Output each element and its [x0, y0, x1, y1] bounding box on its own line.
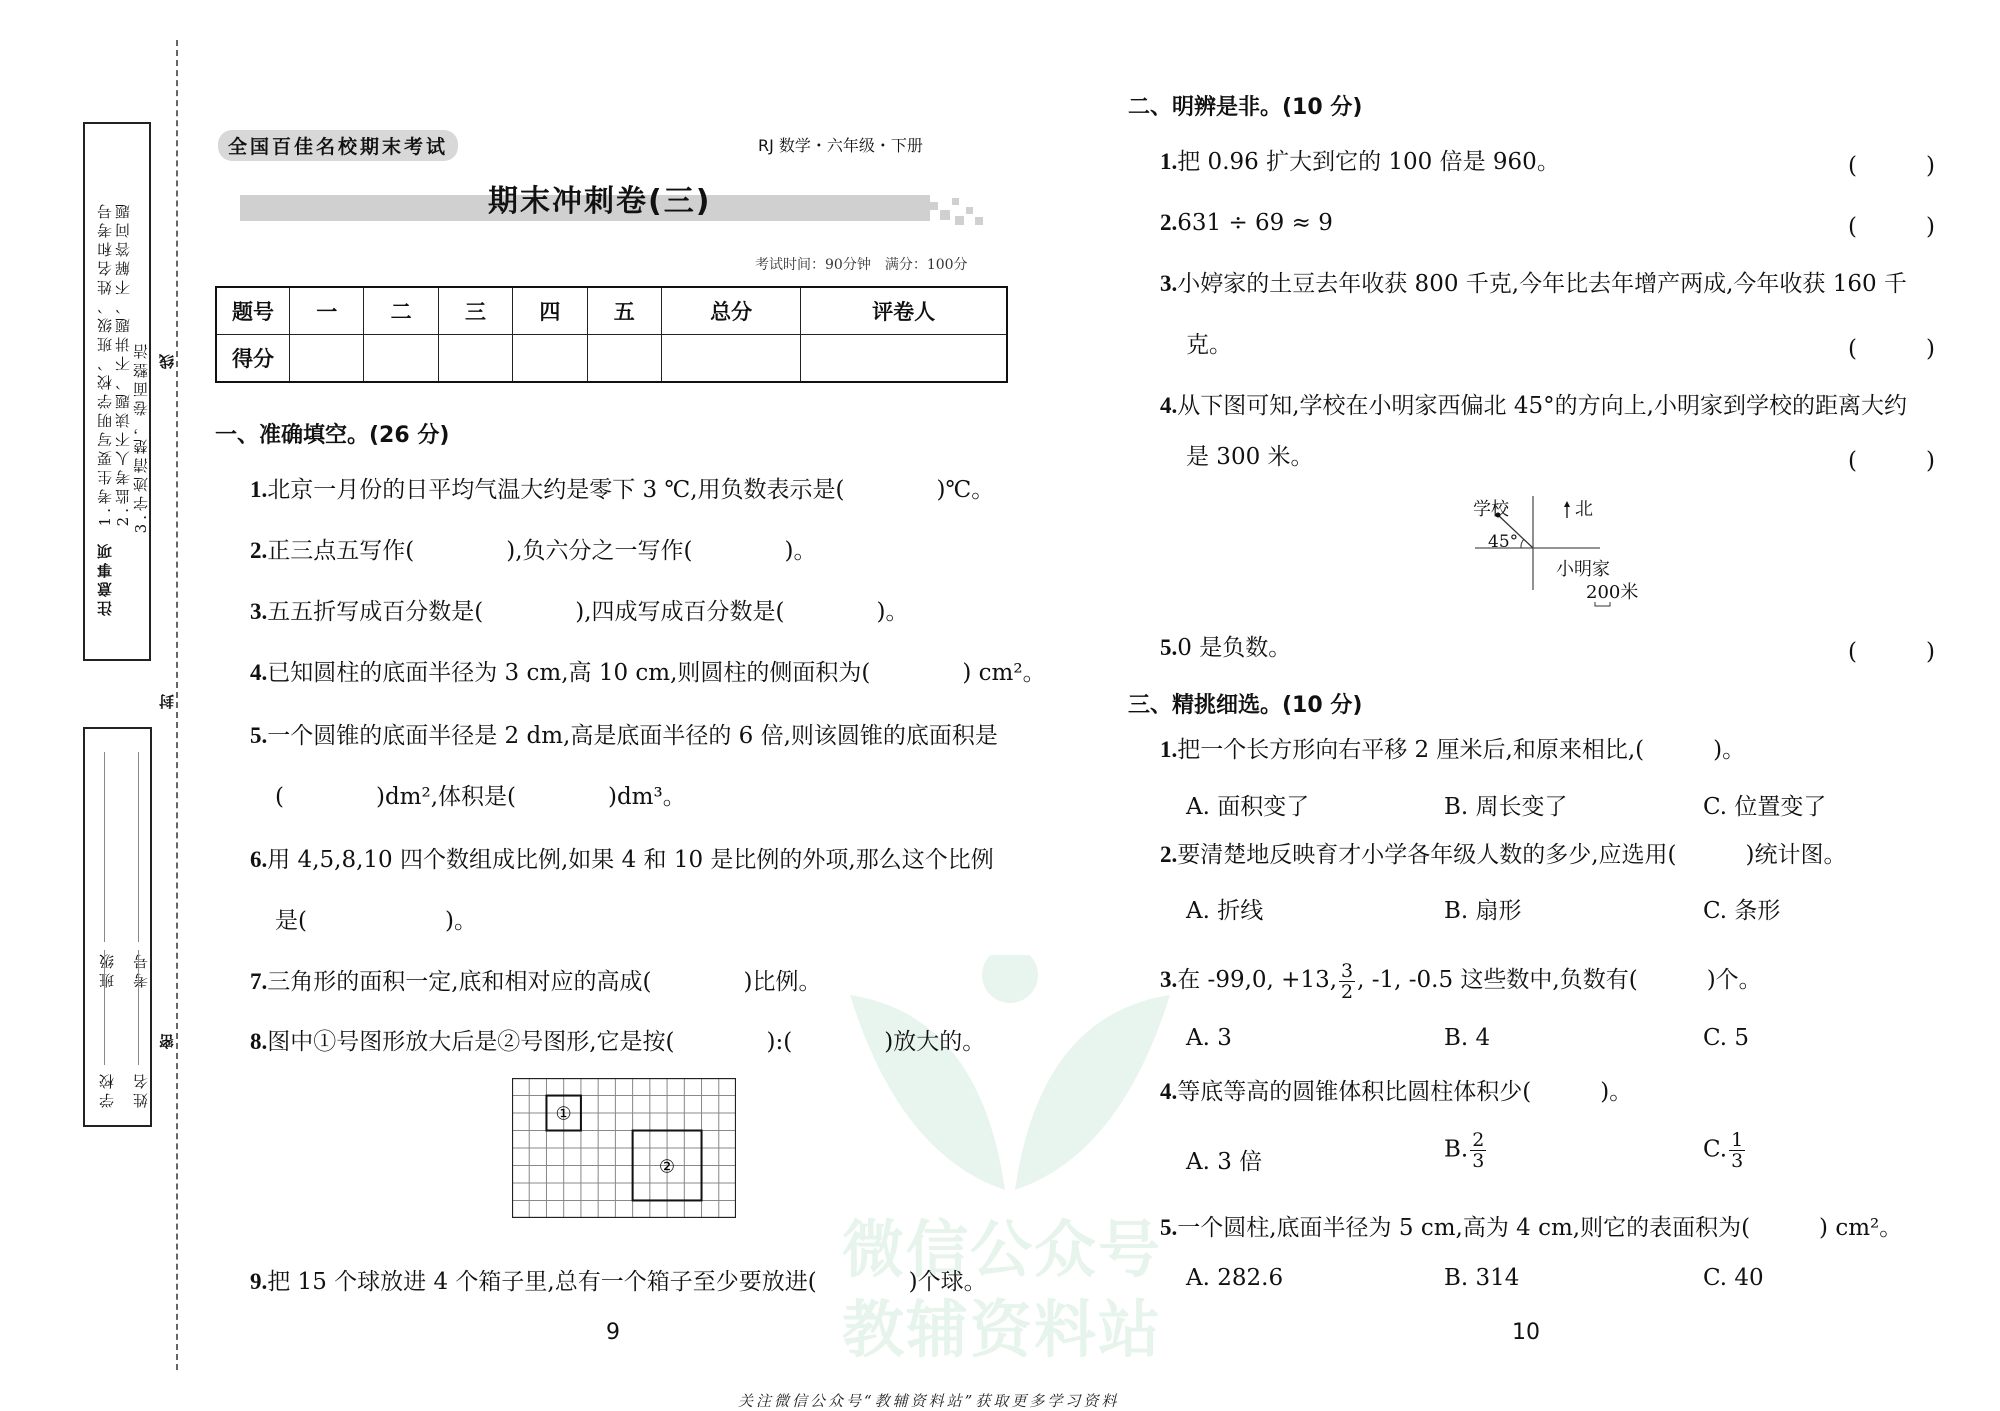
- score-input-5[interactable]: [587, 335, 661, 383]
- notice-label: 注意事项: [96, 540, 114, 616]
- field-class-input[interactable]: [104, 752, 105, 942]
- field-class-label: 班级: [98, 950, 116, 988]
- fraction-1-3: $\frac{1}{3}$: [1731, 1129, 1744, 1172]
- score-input-4[interactable]: [513, 335, 587, 383]
- notice-line-3: 3.字迹清楚，卷面整洁: [132, 340, 150, 534]
- s3-q3-option-c[interactable]: C. 5: [1703, 1025, 1750, 1051]
- cell-total: 总分: [661, 287, 800, 335]
- cell-section-4: 四: [513, 287, 587, 335]
- s1-question-7: 7.三角形的面积一定,底和相对应的高成( )比例。: [250, 969, 822, 995]
- s3-q1-option-a[interactable]: A. 面积变了: [1186, 794, 1310, 820]
- field-exam-no-input[interactable]: [138, 752, 139, 942]
- edition-label: RJ 数学・六年级・下册: [758, 136, 923, 155]
- notice-line-2: 2.监考人不读题、不讲题、不解答问题: [114, 200, 132, 527]
- fraction-3-2: $\frac{3}{2}$: [1341, 959, 1354, 1003]
- section3-heading: 三、精挑细选。(10 分): [1128, 693, 1363, 718]
- field-school-label: 学校: [98, 1070, 116, 1108]
- s1-question-5: 5.一个圆锥的底面半径是 2 dm,高是底面半径的 6 倍,则该圆锥的底面积是: [250, 723, 998, 749]
- s3-q4-option-b[interactable]: B. $\frac{2}{3}$: [1444, 1129, 1485, 1172]
- s3-question-5: 5.一个圆柱,底面半径为 5 cm,高为 4 cm,则它的表面积为( ) cm²。: [1160, 1215, 1903, 1241]
- s3-question-2: 2.要清楚地反映育才小学各年级人数的多少,应选用( )统计图。: [1160, 842, 1847, 868]
- page-number-left: 9: [606, 1320, 620, 1345]
- s3-q3-option-a[interactable]: A. 3: [1186, 1025, 1232, 1051]
- s3-question-1: 1.把一个长方形向右平移 2 厘米后,和原来相比,( )。: [1160, 737, 1746, 763]
- s2-answer-2[interactable]: ( ): [1848, 214, 1935, 240]
- s1-question-4: 4.已知圆柱的底面半径为 3 cm,高 10 cm,则圆柱的侧面积为( ) cm²。: [250, 660, 1046, 686]
- exam-info: 考试时间：90分钟 满分：100分: [755, 257, 968, 273]
- page-number-right: 10: [1512, 1320, 1540, 1345]
- s3-q5-option-c[interactable]: C. 40: [1703, 1265, 1764, 1291]
- cell-grader: 评卷人: [801, 287, 1007, 335]
- score-table: [215, 286, 1008, 383]
- compass-scale-label: 200米: [1586, 582, 1639, 603]
- compass-home-label: 小明家: [1556, 559, 1610, 580]
- s2-answer-3[interactable]: ( ): [1848, 336, 1935, 362]
- s3-q4-option-a[interactable]: A. 3 倍: [1186, 1149, 1263, 1175]
- s3-q1-option-b[interactable]: B. 周长变了: [1444, 794, 1568, 820]
- score-input-3[interactable]: [438, 335, 512, 383]
- s1-question-5-cont: ( )dm²,体积是( )dm³。: [275, 784, 686, 810]
- s3-q2-option-a[interactable]: A. 折线: [1186, 898, 1264, 924]
- svg-text:①: ①: [555, 1103, 572, 1125]
- cut-label-line: 线: [158, 350, 176, 369]
- cell-section-3: 三: [438, 287, 512, 335]
- s3-q5-option-a[interactable]: A. 282.6: [1186, 1265, 1284, 1291]
- compass-school-label: 学校: [1473, 499, 1509, 520]
- fraction-2-3: $\frac{2}{3}$: [1472, 1129, 1485, 1172]
- score-input-total[interactable]: [661, 335, 800, 383]
- section1-heading: 一、准确填空。(26 分): [215, 423, 450, 448]
- watermark-line2: 教辅资料站: [842, 1293, 1163, 1366]
- footer-promo: 关注微信公众号“教辅资料站”获取更多学习资料: [738, 1392, 1120, 1410]
- score-header-row: [216, 287, 1007, 335]
- grid-figure: [512, 1078, 736, 1218]
- field-school-input[interactable]: [104, 950, 105, 1065]
- series-badge: 全国百佳名校期末考试: [218, 130, 458, 161]
- notice-line-1: 1.考生要写明学校、班级、姓名和考号: [96, 200, 114, 527]
- s1-question-6-cont: 是( )。: [275, 908, 477, 934]
- compass-angle-label: 45°: [1488, 532, 1519, 552]
- watermark-line1: 微信公众号: [842, 1213, 1163, 1286]
- cell-score-label: 得分: [216, 335, 290, 383]
- cut-label-secret: 密: [158, 1030, 176, 1049]
- field-exam-no-label: 考号: [132, 950, 150, 988]
- cell-section-2: 二: [364, 287, 438, 335]
- s2-question-2: 2.631 ÷ 69 ≈ 9: [1160, 210, 1333, 236]
- title-band-decoration: [920, 190, 1000, 226]
- field-name-label: 姓名: [132, 1070, 150, 1108]
- cut-label-seal: 封: [158, 690, 176, 709]
- s3-q1-option-c[interactable]: C. 位置变了: [1703, 794, 1827, 820]
- s1-question-6: 6.用 4,5,8,10 四个数组成比例,如果 4 和 10 是比例的外项,那么这个比例: [250, 847, 994, 873]
- page-title: 期末冲刺卷(三): [488, 184, 712, 219]
- field-name-input[interactable]: [138, 950, 139, 1065]
- score-value-row: [216, 335, 1007, 383]
- s3-q5-option-b[interactable]: B. 314: [1444, 1265, 1520, 1291]
- s3-q2-option-c[interactable]: C. 条形: [1703, 898, 1781, 924]
- s3-question-3: 3.在 -99,0, +13, $\frac{3}{2}$ , -1, -0.5 这些数中,负数有( )个。: [1160, 959, 1762, 1003]
- svg-text:②: ②: [658, 1156, 676, 1178]
- s3-q2-option-b[interactable]: B. 扇形: [1444, 898, 1522, 924]
- s3-question-4: 4.等底等高的圆锥体积比圆柱体积少( )。: [1160, 1079, 1633, 1105]
- s2-answer-5[interactable]: ( ): [1848, 639, 1935, 665]
- score-input-grader[interactable]: [801, 335, 1007, 383]
- s2-answer-4[interactable]: ( ): [1848, 448, 1935, 474]
- s2-question-5: 5.0 是负数。: [1160, 635, 1292, 661]
- s2-question-3-cont: 克。: [1186, 332, 1232, 358]
- cell-label: 题号: [216, 287, 290, 335]
- s2-answer-1[interactable]: ( ): [1848, 153, 1935, 179]
- s2-question-1: 1.把 0.96 扩大到它的 100 倍是 960。: [1160, 149, 1560, 175]
- watermark-logo: [840, 955, 1180, 1195]
- s3-q3-option-b[interactable]: B. 4: [1444, 1025, 1491, 1051]
- section2-heading: 二、明辨是非。(10 分): [1128, 95, 1363, 120]
- s1-question-9: 9.把 15 个球放进 4 个箱子里,总有一个箱子至少要放进( )个球。: [250, 1269, 987, 1295]
- s2-question-4: 4.从下图可知,学校在小明家西偏北 45°的方向上,小明家到学校的距离大约: [1160, 393, 1907, 419]
- cell-section-5: 五: [587, 287, 661, 335]
- score-input-1[interactable]: [290, 335, 364, 383]
- s1-question-3: 3.五五折写成百分数是( ),四成写成百分数是( )。: [250, 599, 909, 625]
- s2-question-4-cont: 是 300 米。: [1186, 444, 1314, 470]
- s1-question-2: 2.正三点五写作( ),负六分之一写作( )。: [250, 538, 817, 564]
- score-input-2[interactable]: [364, 335, 438, 383]
- s1-question-8: 8.图中①号图形放大后是②号图形,它是按( ):( )放大的。: [250, 1029, 986, 1055]
- s2-question-3: 3.小婷家的土豆去年收获 800 千克,今年比去年增产两成,今年收获 160 千: [1160, 271, 1907, 297]
- student-info-box: [83, 727, 152, 1127]
- s3-q4-option-c[interactable]: C. $\frac{1}{3}$: [1703, 1129, 1744, 1172]
- compass-north-label: 北: [1575, 499, 1593, 520]
- s1-question-1: 1.北京一月份的日平均气温大约是零下 3 ℃,用负数表示是( )℃。: [250, 477, 995, 503]
- cell-section-1: 一: [290, 287, 364, 335]
